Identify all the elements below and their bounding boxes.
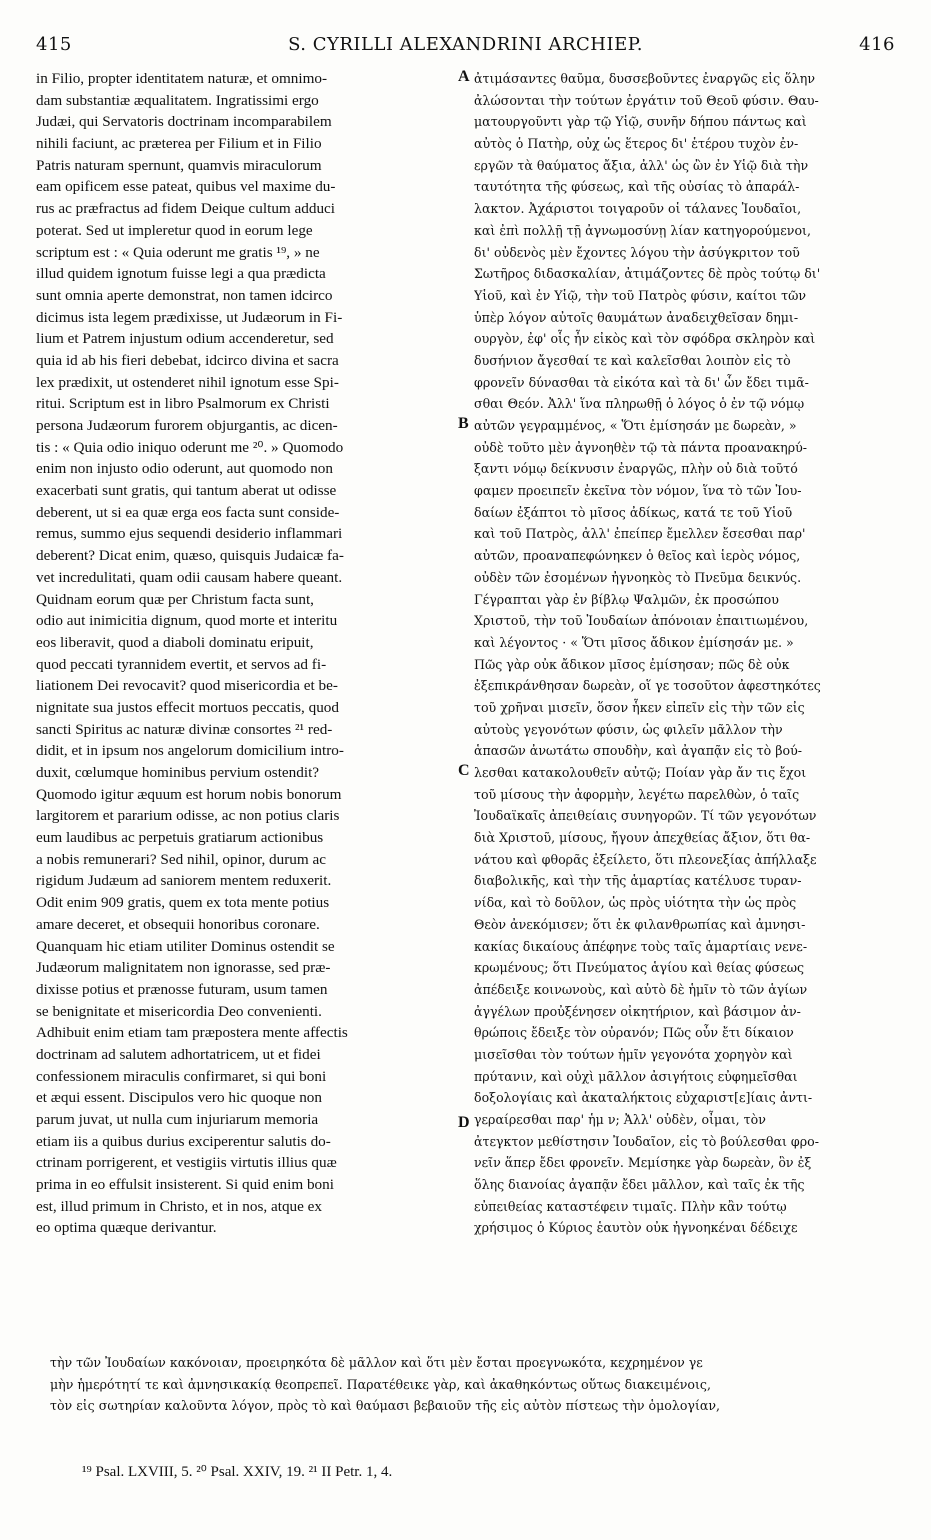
latin-text-line: eum laudibus ac perpetuis gratiarum actionibus <box>36 829 324 847</box>
latin-text-line: exacerbati sunt gratis, qui tantum aberat ut odisse <box>36 482 337 500</box>
latin-text-line: vet incredulitati, quam odii causam habere queant. <box>36 568 343 586</box>
running-title: S. CYRILLI ALEXANDRINI ARCHIEP. <box>288 34 643 55</box>
greek-text-line: λακτον. Ἀχάριστοι τοιγαροῦν οἱ τάλανες Ἰουδαῖοι, <box>474 201 802 217</box>
greek-text-line: γεραίρεσθαι παρ' ἡμ ν; Ἀλλ' οὐδὲν, οἶμαι, τὸν <box>474 1112 766 1127</box>
greek-text-line: ἀλώσονται τὴν τούτων ἐργάτιν τοῦ Θεοῦ φύσιν. Θαυ- <box>474 92 819 108</box>
latin-text-line: ctrinam porrigerent, et vestigiis virtutis illius quæ <box>36 1154 337 1172</box>
latin-text-line: nignitate sua justos effecit mortuos peccatis, quod <box>36 698 339 716</box>
latin-text-line: liationem Dei revocavit? quod misericordia et be- <box>36 677 338 695</box>
greek-text-line: αὐτῶν, προαναπεφώνηκεν ὁ θεῖος καὶ ἱερὸς νόμος, <box>474 548 801 564</box>
latin-text-line: rus ac præfractus ad fidem Deique cultum adduci <box>36 200 336 218</box>
latin-text-line: sancti Spiritus ac naturæ divinæ consortes ²¹ red- <box>36 720 333 738</box>
greek-text-line: αὐτὸς ὁ Πατὴρ, οὐχ ὡς ἕτερος δι' ἑτέρου τυχὸν ἐν- <box>474 136 799 152</box>
greek-bottom-continuation <box>50 1352 910 1417</box>
latin-text-line: a nobis remunerari? Sed nihil, opinor, durum ac <box>36 850 326 868</box>
greek-text-line: Γέγραπται γὰρ ἐν βίβλῳ Ψαλμῶν, ἐκ προσώπου <box>474 591 779 607</box>
greek-text-line: φρονεῖν δύνασθαι τὰ εἰκότα καὶ τὰ δι' ὧν ἔδει τιμᾶ- <box>474 374 809 390</box>
greek-text-line: Υἱοῦ, καὶ ἐν Υἱῷ, τὴν τοῦ Πατρὸς φύσιν, καίτοι τῶν <box>474 287 807 303</box>
greek-text-line: Θεὸν ἀνεκόμισεν; ὅτι ἐκ φιλανθρωπίας καὶ ἀμνησι- <box>474 916 806 932</box>
greek-text-line: τοῦ χρῆναι μισεῖν, ὅσον ἧκεν εἰπεῖν εἰς τὴν τῶν εἰς <box>474 699 805 715</box>
latin-text-line: enim non injusto odio oderunt, aut quomodo non <box>36 460 333 478</box>
latin-text-line: tis : « Quia odio iniquo oderunt me ²⁰. » Quomodo <box>36 438 344 456</box>
greek-bottom-line: τὸν εἰς σωτηρίαν καλοῦντα λόγον, πρὸς τὸ καὶ θαύμασι βεβαιοῦν τῆς εἰς αὐτὸν πίστεως τὴν ὁμολογίαν, <box>50 1398 721 1414</box>
right-page-number: 416 <box>859 34 895 55</box>
greek-text-line: νάτου καὶ φθορᾶς ἐξείλετο, ὅτι πλεονεξίας ἀπήλλαξε <box>474 851 817 867</box>
latin-text-line: duxit, cœlumque hominibus pervium ostendit? <box>36 764 320 781</box>
latin-text-line: prima in eo effulsit insisterent. Si quid enim boni <box>36 1176 334 1194</box>
greek-text-line: νίδα, καὶ τὸ δοῦλον, ὡς πρὸς υἱότητα τὴν ὡς πρὸς <box>474 895 797 911</box>
latin-text-line: remus, summo ejus sequendi desiderio inflammari <box>36 525 343 543</box>
latin-text-line: et æqui essent. Discipulos vero hic quoque non <box>36 1089 322 1107</box>
latin-text-line: deberent, ut si ea quæ erga eos facta sunt conside- <box>36 503 340 521</box>
latin-text-line: poterat. Sed ut impleretur quod in eorum lege <box>36 221 313 239</box>
latin-text-line: quod peccati tyrannidem evertit, et servos ad fi- <box>36 655 327 673</box>
greek-text-line: τοῦ μίσους τὴν ἀφορμὴν, λεγέτω παρελθὼν, ὁ ταῖς <box>474 786 800 802</box>
latin-text-line: dam substantiæ æqualitatem. Ingratissimi ergo <box>36 91 319 109</box>
latin-text-line: confessionem miraculis confirmaret, si qui boni <box>36 1067 327 1085</box>
greek-text-line: θρώποις ἔδειξε τὸν οὐρανόν; Πῶς οὖν ἔτι δίκαιον <box>474 1025 794 1041</box>
latin-text-line: lium et Patrem injustum odium accenderetur, sed <box>36 330 334 348</box>
greek-text-line: λεσθαι κατακολουθεῖν αὐτῷ; Ποίαν γὰρ ἄν τις ἔχοι <box>474 765 807 780</box>
latin-text-line: Odit enim 909 gratis, quem ex tota mente potius <box>36 894 330 912</box>
page-header <box>36 34 895 60</box>
latin-text-line: est, illud primum in Christo, et in nos, atque ex <box>36 1197 323 1215</box>
greek-text-line: δαίων ἐξάπτοι τὸ μῖσος ἀδίκως, κατά τε τοῦ Υἱοῦ <box>474 504 793 520</box>
greek-text-line: ὑπὲρ λόγον αὐτοῖς θαυμάτων ἀναδειχθεῖσαν δημι- <box>474 309 799 325</box>
latin-text-line: Quidnam eorum quæ per Christum facta sunt, <box>36 590 314 608</box>
greek-text-line: καὶ τοῦ Πατρὸς, ἀλλ' ἐπείπερ ἔμελλεν ἔσεσθαι παρ' <box>474 526 806 542</box>
greek-text-line: Πῶς γὰρ οὐκ ἄδικον μῖσος ἐμίσησαν; πῶς δὲ οὐκ <box>474 656 790 672</box>
footnotes: ¹⁹ Psal. LXVIII, 5. ²⁰ Psal. XXIV, 19. ²¹ II Petr. 1, 4. <box>82 1464 393 1480</box>
greek-text-line: εὐπειθείας καταστέφειν τιμαῖς. Πλὴν κἂν τούτῳ <box>474 1198 787 1214</box>
greek-text-line: ἀπέδειξε κοινωνοὺς, καὶ αὐτὸ δὲ ἡμῖν τὸ τῶν ἁγίων <box>474 981 808 997</box>
latin-text-line: parum juvat, ut nulla cum injuriarum memoria <box>36 1111 319 1128</box>
latin-text-line: etiam iis a quibus durius exciperentur salutis do- <box>36 1132 331 1150</box>
greek-text-line: χρήσιμος ὁ Κύριος ἑαυτὸν οὐκ ἠγνοηκέναι δέδειχε <box>474 1220 798 1236</box>
greek-text-line: Χριστοῦ, τὴν τοῦ Ἰουδαίων ἀπόνοιαν ἐπαιτιωμένου, <box>474 613 809 629</box>
latin-text-line: se benignitate et misericordia Deo convenienti. <box>36 1002 322 1020</box>
section-marker-a: A <box>458 68 470 85</box>
latin-text-line: lex prædixit, ut ostenderet nihil ignotum esse Spi- <box>36 373 339 391</box>
left-page-number: 415 <box>36 34 72 55</box>
greek-text-line: οὐδὲ τοῦτο μὲν ἀγνοηθὲν τῷ τὰ πάντα προανακηρύ- <box>474 439 808 455</box>
latin-text-line: odio aut inimicitia dignum, quod morte et interitu <box>36 612 338 630</box>
greek-text-line: δοξολογίαις καὶ ἀκαταλήκτοις εὐχαριστ[ε]ίαις ἀντι- <box>474 1090 813 1106</box>
latin-text-line: amare deceret, et obsequii honoribus coronare. <box>36 915 320 933</box>
greek-text-line: αὐτῶν γεγραμμένος, « Ὅτι ἐμίσησάν με δωρεὰν, » <box>474 418 797 433</box>
latin-text-line: Quanquam hic etiam utiliter Dominus ostendit se <box>36 937 335 955</box>
greek-bottom-line: μὴν ἡμερότητί τε καὶ ἀμνησικακίᾳ θεοπρεπεῖ. Παρατέθεικε γὰρ, καὶ ἀκαθηκόντως οὕτως διακειμένοις, <box>50 1376 711 1392</box>
latin-text-line: deberent? Dicat enim, quæso, quisquis Judaicæ fa- <box>36 547 344 565</box>
greek-text-line: ουργὸν, ἐφ' οἷς ἦν εἰκὸς καὶ τὸν σφόδρα σκληρὸν καὶ <box>474 331 816 347</box>
latin-text-line: Patris naturam spernunt, quamvis miraculorum <box>36 156 322 174</box>
greek-text-line: Ἰουδαϊκαῖς ἀπειθείαις συνηγορῶν. Τί τῶν γεγονότων <box>474 808 817 824</box>
latin-text-line: largitorem et pararium odisse, ac non potius claris <box>36 807 340 825</box>
greek-text-line: καὶ ἐπὶ πολλῇ τῇ ἀγνωμοσύνῃ λίαν κατηγορούμενοι, <box>474 222 811 238</box>
latin-text-line: eos liberavit, quod a diaboli dominatu eripuit, <box>36 633 314 651</box>
greek-text-line: ἀγγέλων προὐξένησεν οἰκητήριον, καὶ βάσιμον ἀν- <box>474 1003 801 1019</box>
greek-text-line: καὶ λέγοντος · « Ὅτι μῖσος ἄδικον ἐμίσησάν με. » <box>474 634 794 650</box>
latin-text-line: eam opificem esse pateat, quibus vel maxime du- <box>36 178 336 196</box>
latin-text-line: illud quidem ignotum fuisse legi a qua prædicta <box>36 265 326 283</box>
latin-text-line: dixisse potius et prænosse futuram, usum tamen <box>36 980 328 998</box>
greek-text-line: διὰ Χριστοῦ, μίσους, ἤγουν ἀπεχθείας ἄξιον, ὅτι θα- <box>474 830 811 846</box>
greek-text-line: ματουργοῦντι γὰρ τῷ Υἱῷ, συνῆν δήπου πάντως καὶ <box>474 114 807 130</box>
greek-bottom-line: τὴν τῶν Ἰουδαίων κακόνοιαν, προειρηκότα δὲ μᾶλλον καὶ ὅτι μὲν ἔσται προεγνωκότα, κεχρημένον γε <box>50 1355 703 1370</box>
latin-text-line: rigidum Judæum ad saniorem mentem reduxerit. <box>36 872 332 890</box>
latin-text-line: ritui. Scriptum est in libro Psalmorum ex Christi <box>36 395 330 413</box>
greek-text-line: ἀτιμάσαντες θαῦμα, δυσσεβοῦντες ἐναργῶς εἰς ὅλην <box>474 71 815 86</box>
latin-text-line: nihili faciunt, ac præterea per Filium et in Filio <box>36 135 322 153</box>
latin-text-line: eo optima quæque derivantur. <box>36 1219 217 1237</box>
greek-text-line: Σωτῆρος διδασκαλίαν, ἀτιμάζοντες δὲ πρὸς τούτῳ δι' <box>474 266 821 282</box>
greek-text-line: δι' οὐδενὸς μὲν ἔχοντες λόγου τὴν ἀσύγκριτον τοῦ <box>474 244 800 260</box>
greek-text-line: ἐξεπικράνθησαν δωρεὰν, οἵ γε τοσοῦτον ἀφεστηκότες <box>474 678 821 694</box>
greek-text-line: νεῖν ἅπερ ἔδει φρονεῖν. Μεμίσηκε γὰρ δωρεὰν, ὃν ἐξ <box>474 1155 812 1171</box>
latin-text-line: Judæi, qui Servatoris doctrinam incomparabilem <box>36 113 332 131</box>
greek-text-line: ξαντι νόμῳ δείκνυσιν ἐναργῶς, πλὴν οὐ διὰ τοῦτό <box>474 461 798 477</box>
greek-text-line: διαβολικῆς, καὶ τὴν τῆς ἁμαρτίας κατέλυσε τυραν- <box>474 873 802 889</box>
greek-text-line: κακίας δικαίους ἀπέφηνε τοὺς ταῖς ἁμαρτίαις νενε- <box>474 938 808 954</box>
section-marker-b: B <box>458 415 469 432</box>
greek-text-line: ὅλης διανοίας ἀγαπᾷν ἔδει μᾶλλον, καὶ ταῖς ἐκ τῆς <box>474 1177 805 1193</box>
latin-text-line: doctrinam ad salutem adhortatricem, ut et fidei <box>36 1045 321 1063</box>
latin-text-line: Judæorum malignitatem non ignorasse, sed præ- <box>36 959 331 977</box>
greek-text-line: οὐδὲν τῶν ἐσομένων ἠγνοηκὸς τὸ Πνεῦμα δεικνύς. <box>474 569 802 585</box>
latin-text-line: scriptum est : « Quia oderunt me gratis ¹⁹, » ne <box>36 243 320 261</box>
latin-text-line: quia id ab his fieri debebat, idcirco divina et sacra <box>36 351 339 369</box>
greek-text-line: μισεῖσθαι τὸν τούτων ἡμῖν γεγονότα χορηγὸν καὶ <box>474 1046 793 1062</box>
latin-column <box>36 68 456 1239</box>
latin-text-line: sunt omnia aperte demonstrat, non tamen idcirco <box>36 286 333 304</box>
latin-text-line: Adhibuit enim etiam tam præpostera mente affectis <box>36 1024 348 1042</box>
greek-text-line: κρωμένους; ὅτι Πνεύματος ἁγίου καὶ θείας φύσεως <box>474 960 805 976</box>
greek-column <box>474 68 904 1239</box>
greek-text-line: φαμεν προειπεῖν ἐκεῖνα τὸν νόμον, ἵνα τὸ τῶν Ἰου- <box>474 483 802 499</box>
greek-text-line: ἀτεγκτον μεθίστησιν Ἰουδαῖον, εἰς τὸ βούλεσθαι φρο- <box>474 1133 819 1149</box>
greek-text-line: δυσήνιον ἄγεσθαί τε καὶ καλεῖσθαι λοιπὸν εἰς τὸ <box>474 352 791 368</box>
latin-text-line: in Filio, propter identitatem naturæ, et omnimo- <box>36 70 328 87</box>
section-marker-d: D <box>458 1114 470 1131</box>
latin-text-line: didit, et in ipsum nos angelorum domicilium intro- <box>36 742 344 760</box>
latin-text-line: dicimus ista legem prædixisse, ut Judæorum in Fi- <box>36 308 343 326</box>
greek-text-line: ἁπασῶν ἀνωτάτω σπουδὴν, καὶ ἀγαπᾷν εἰς τὸ βού- <box>474 743 802 759</box>
greek-text-line: σθαι Θεόν. Ἀλλ' ἵνα πληρωθῇ ὁ λόγος ὁ ἐν τῷ νόμῳ <box>474 396 805 412</box>
section-marker-c: C <box>458 762 470 779</box>
greek-text-line: εργῶν τὰ θαύματος ἄξια, ἀλλ' ὡς ὢν ἐν Υἱῷ διὰ τὴν <box>474 157 809 173</box>
latin-text-line: persona Judæorum furorem objurgantis, ac dicen- <box>36 417 338 434</box>
greek-text-line: ταυτότητα τῆς φύσεως, καὶ τῆς οὐσίας τὸ ἀπαράλ- <box>474 179 800 195</box>
greek-text-line: πρύτανιν, καὶ οὐχὶ μᾶλλον ἀσιγήτοις εὐφημεῖσθαι <box>474 1068 798 1084</box>
latin-text-line: Quomodo igitur æquum est horum nobis bonorum <box>36 785 342 803</box>
greek-text-line: αὐτοὺς γεγονότων φύσιν, ὡς φιλεῖν μᾶλλον τὴν <box>474 721 783 737</box>
